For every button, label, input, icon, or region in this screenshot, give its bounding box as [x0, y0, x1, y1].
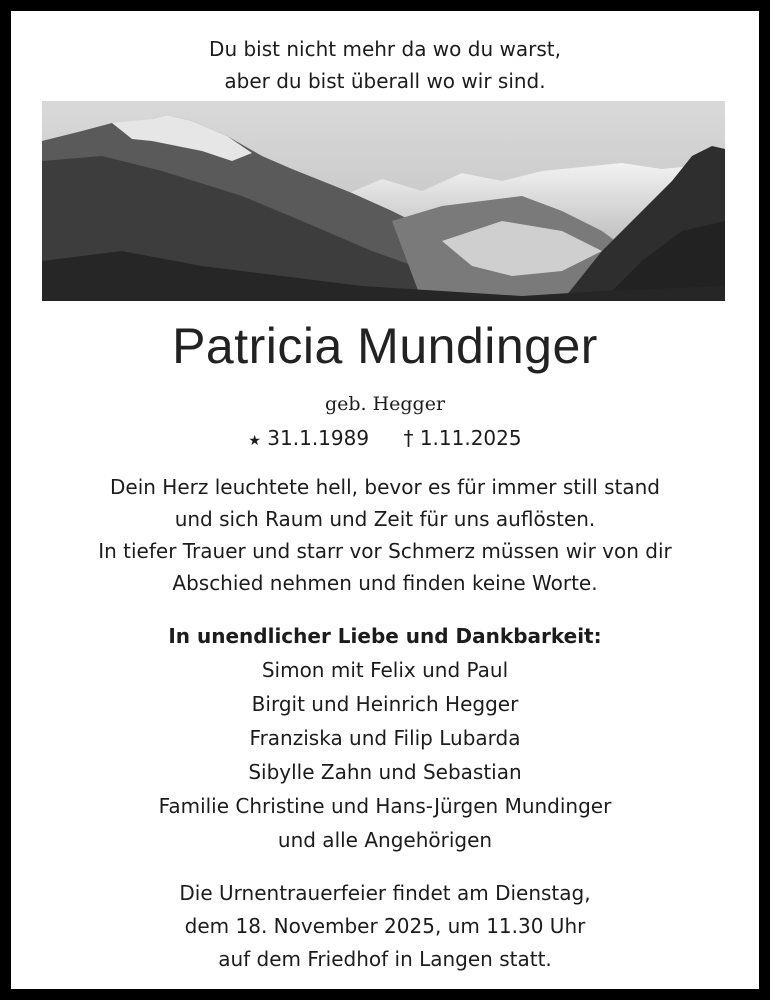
- birth-date-value: 31.1.1989: [267, 426, 370, 450]
- deceased-name: Patricia Mundinger: [172, 318, 598, 374]
- verse: [11, 471, 759, 599]
- mourner-line: Sibylle Zahn und Sebastian: [248, 760, 522, 784]
- cross-icon: †: [403, 426, 414, 450]
- service-info: [11, 877, 759, 976]
- motto-line: aber du bist überall wo wir sind.: [224, 69, 546, 93]
- thanks-heading: In unendlicher Liebe und Dankbarkeit:: [168, 624, 602, 648]
- star-icon: ★: [248, 433, 261, 449]
- birth-date: [248, 423, 369, 456]
- life-dates: [11, 423, 759, 456]
- verse-line: In tiefer Trauer und starr vor Schmerz müssen wir von dir: [98, 539, 672, 563]
- verse-line: Dein Herz leuchtete hell, bevor es für immer still stand: [110, 475, 660, 499]
- death-date: [403, 423, 521, 453]
- motto: [11, 33, 759, 97]
- mourner-line: Simon mit Felix und Paul: [261, 658, 509, 682]
- verse-line: und sich Raum und Zeit für uns auflösten.: [174, 507, 596, 531]
- mourners-block: [11, 619, 759, 857]
- verse-line: Abschied nehmen und finden keine Worte.: [172, 571, 598, 595]
- service-line: dem 18. November 2025, um 11.30 Uhr: [184, 914, 586, 938]
- birth-name: geb. Hegger: [324, 393, 446, 415]
- mountain-image: [42, 101, 725, 301]
- mourner-line: Familie Christine und Hans-Jürgen Mundinger: [158, 794, 612, 818]
- service-line: Die Urnentrauerfeier findet am Dienstag,: [179, 881, 591, 905]
- mourner-line: Birgit und Heinrich Hegger: [251, 692, 519, 716]
- mourner-line: und alle Angehörigen: [277, 828, 493, 852]
- obituary-page: [11, 11, 759, 989]
- service-line: auf dem Friedhof in Langen statt.: [218, 947, 552, 971]
- mourner-line: Franziska und Filip Lubarda: [249, 726, 521, 750]
- death-date-value: 1.11.2025: [419, 426, 522, 450]
- motto-line: Du bist nicht mehr da wo du warst,: [209, 37, 561, 61]
